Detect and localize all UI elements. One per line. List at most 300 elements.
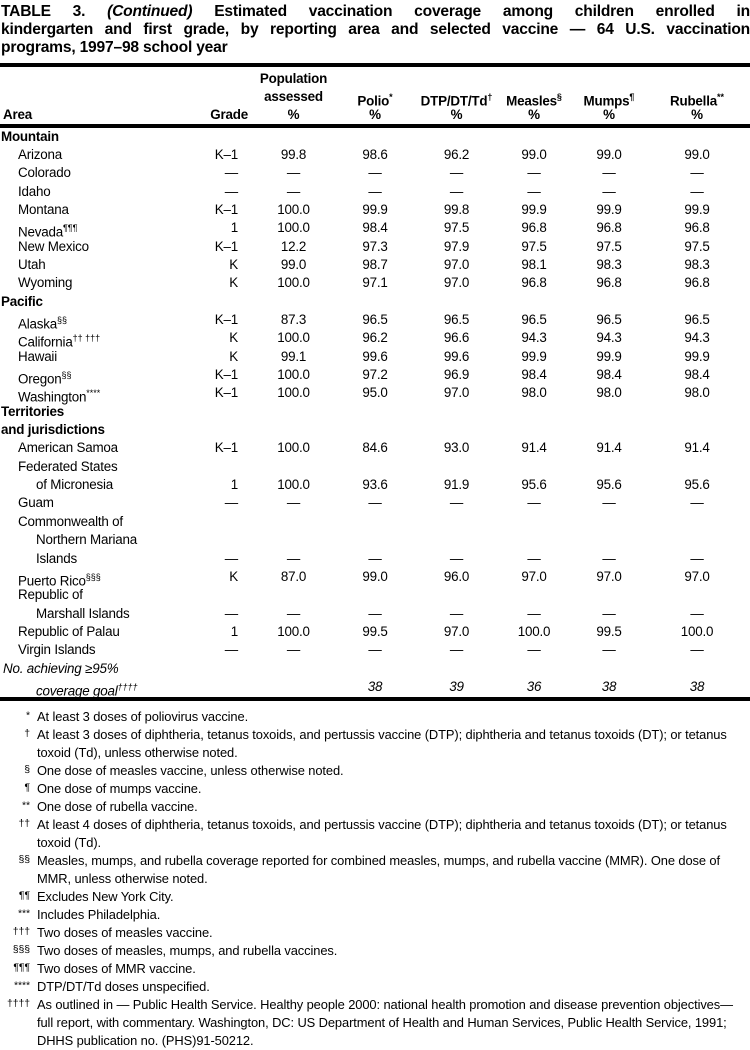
table-row — [0, 550, 750, 568]
footnote-row — [0, 888, 750, 906]
value-cell: — — [449, 495, 464, 511]
value-cell: 98.4 — [362, 220, 388, 236]
table-number: TABLE 3. — [1, 3, 86, 20]
grade-cell: K–1 — [214, 146, 238, 162]
area-label: Arizona — [18, 146, 63, 162]
footnote-text: Excludes New York City. — [37, 889, 174, 905]
value-cell: 98.6 — [362, 146, 388, 162]
value-cell: 96.0 — [443, 568, 470, 584]
table-row — [0, 366, 750, 387]
value-cell: 100.0 — [277, 623, 310, 639]
footnote-text: As outlined in — Public Health Service. Healthy people 2000: national health promotion and disease prevention objectives—full report, with commentary. Washington, DC: US Department of Health and Human Services, Public Health Service, 1991; DHHS publication no. (PHS)91-50212. — [37, 997, 733, 1049]
table-row — [0, 183, 750, 201]
area-cell — [0, 201, 200, 219]
value-cell: 99.0 — [684, 146, 710, 162]
value-cell: — — [286, 550, 301, 566]
value-cell: — — [527, 642, 541, 658]
value-cell: — — [602, 605, 616, 621]
value-cell: 39 — [449, 678, 464, 694]
area-label: Mountain — [1, 128, 59, 144]
table-title — [0, 0, 750, 58]
area-label: Pacific — [1, 293, 43, 309]
value-cell: 38 — [367, 678, 383, 694]
value-cell: — — [368, 642, 382, 658]
table-row — [0, 219, 750, 240]
percent-sign: % — [528, 106, 540, 122]
footnote-row — [0, 942, 750, 960]
value-cell: 97.0 — [596, 568, 622, 584]
grade-cell — [200, 678, 256, 701]
area-label: coverage goal — [36, 683, 118, 699]
area-label: Northern Mariana — [36, 532, 137, 548]
percent-sign: % — [603, 106, 615, 122]
footnote-marker: §§ — [61, 370, 72, 381]
area-label: Hawaii — [18, 348, 57, 364]
area-cell — [0, 293, 200, 311]
col-header-dtp: DTP/DT/Td† — [420, 91, 493, 109]
footnote-text: Measles, mumps, and rubella coverage reported for combined measles, mumps, and rubella vaccine (MMR). One dose of MMR, unless otherwise noted. — [37, 853, 720, 887]
value-cell: 99.9 — [362, 201, 388, 217]
area-label: American Samoa — [18, 440, 118, 456]
value-cell: 99.0 — [596, 146, 622, 162]
value-cell: 98.4 — [596, 367, 622, 383]
table-row — [0, 164, 750, 182]
value-cell: 94.3 — [684, 330, 710, 346]
area-label: No. achieving ≥95% — [3, 660, 119, 676]
footnote-row — [0, 906, 750, 924]
footnote-marker: §§§ — [12, 943, 30, 956]
footnote-row — [0, 996, 750, 1050]
col-header-population-2: assessed — [264, 88, 323, 104]
title-line-2: kindergarten and first grade, by reporting area and selected vaccine — 64 U.S. vaccination — [1, 21, 750, 39]
grade-cell: — — [224, 495, 238, 511]
grade-cell: K — [229, 275, 238, 291]
footnote-marker: **** — [14, 979, 30, 992]
area-cell — [0, 146, 200, 164]
footnote-text: At least 4 doses of diphtheria, tetanus toxoids, and pertussis vaccine (DTP); diphtheria and tetanus toxoids (DT); or tetanus toxoid (Td). — [37, 817, 727, 851]
value-cell: 98.4 — [521, 367, 547, 383]
footnote-marker: †† ††† — [72, 333, 101, 344]
footnote-marker: ¶ — [24, 781, 30, 794]
table-row — [0, 146, 750, 164]
value-cell: 97.2 — [362, 367, 388, 383]
value-cell: — — [690, 165, 704, 181]
value-cell: 100.0 — [277, 385, 310, 401]
value-cell: — — [527, 183, 541, 199]
value-cell: 97.5 — [521, 238, 547, 254]
value-cell: — — [690, 550, 704, 566]
col-header-polio: Polio* — [357, 91, 393, 109]
value-cell: 100.0 — [680, 623, 714, 639]
area-cell — [0, 531, 200, 549]
value-cell: 99.1 — [280, 348, 307, 364]
value-cell: 93.0 — [443, 440, 470, 456]
area-cell — [0, 128, 200, 146]
table-row — [0, 439, 750, 457]
value-cell: 98.4 — [684, 367, 710, 383]
grade-cell: K–1 — [214, 367, 238, 383]
col-header-population-1: Population — [259, 70, 328, 86]
value-cell: 99.0 — [280, 257, 307, 273]
table-row — [0, 476, 750, 494]
footnote-row — [0, 708, 750, 726]
table-body — [0, 128, 750, 697]
table-row — [0, 568, 750, 589]
value-cell: 98.7 — [362, 257, 388, 273]
section-row — [0, 293, 750, 311]
table-row — [0, 531, 750, 549]
footnote-text: One dose of rubella vaccine. — [37, 799, 198, 815]
value-cell: 98.3 — [684, 257, 710, 273]
footnote-row — [0, 762, 750, 780]
footnote-text: Two doses of MMR vaccine. — [37, 961, 196, 977]
value-cell: 94.3 — [596, 330, 622, 346]
area-cell — [0, 274, 200, 292]
value-cell: — — [602, 165, 616, 181]
grade-cell: K — [229, 348, 238, 364]
footnote-row — [0, 924, 750, 942]
footnote-text: Two doses of measles vaccine. — [37, 925, 213, 941]
value-cell: 97.1 — [362, 275, 388, 291]
grade-cell: — — [224, 642, 238, 658]
footnote-row — [0, 780, 750, 798]
value-cell: — — [602, 495, 616, 511]
value-cell: 99.8 — [280, 146, 307, 162]
footnote-marker: ¶¶¶ — [13, 961, 30, 974]
value-cell: 99.9 — [596, 201, 622, 217]
value-cell: 99.0 — [521, 146, 547, 162]
value-cell: 96.2 — [443, 146, 470, 162]
value-cell: 94.3 — [521, 330, 547, 346]
value-cell: 100.0 — [277, 330, 310, 346]
value-cell: 96.8 — [596, 220, 622, 236]
value-cell: 97.0 — [521, 568, 547, 584]
grade-cell: — — [224, 165, 238, 181]
footnote-marker: ¶¶ — [18, 889, 30, 902]
area-cell — [0, 476, 200, 494]
area-label: Washington — [18, 389, 87, 405]
percent-sign: % — [369, 106, 381, 122]
value-cell: 99.5 — [362, 623, 388, 639]
value-cell: 98.3 — [596, 257, 622, 273]
value-cell: — — [449, 165, 464, 181]
grade-cell: K — [229, 568, 238, 584]
value-cell: — — [527, 605, 541, 621]
value-cell: 100.0 — [277, 367, 310, 383]
table-row — [0, 660, 750, 678]
value-cell: 97.5 — [596, 238, 622, 254]
area-label: New Mexico — [18, 238, 89, 254]
value-cell: — — [602, 183, 616, 199]
footnote-marker: ¶ — [629, 91, 635, 102]
value-cell: 97.5 — [684, 238, 710, 254]
area-label: Republic of — [18, 587, 83, 603]
area-label: Idaho — [18, 183, 51, 199]
table-header — [0, 67, 750, 124]
area-cell — [0, 183, 200, 201]
value-cell: 97.3 — [362, 238, 388, 254]
value-cell: — — [368, 550, 382, 566]
footnote-marker: * — [389, 91, 393, 102]
footnotes — [0, 708, 750, 1050]
footnote-text: Includes Philadelphia. — [37, 907, 161, 923]
value-cell: 91.4 — [521, 440, 547, 456]
area-label: Colorado — [18, 165, 71, 181]
area-label: of Micronesia — [36, 477, 114, 493]
value-cell: 100.0 — [277, 275, 310, 291]
value-cell: — — [368, 165, 382, 181]
value-cell: 87.0 — [280, 568, 307, 584]
footnote-marker: * — [26, 709, 30, 722]
value-cell: — — [286, 183, 301, 199]
value-cell: 96.6 — [443, 330, 470, 346]
header-row-3 — [0, 106, 750, 124]
value-cell: 96.8 — [521, 275, 547, 291]
grade-cell: K–1 — [214, 238, 238, 254]
col-header-area: Area — [3, 106, 32, 122]
footnote-row — [0, 798, 750, 816]
area-label: Republic of Palau — [18, 623, 120, 639]
value-cell: — — [286, 642, 301, 658]
area-cell — [0, 164, 200, 182]
value-cell: 98.0 — [684, 385, 710, 401]
col-header-rubella: Rubella** — [670, 91, 724, 109]
value-cell: 100.0 — [277, 220, 310, 236]
area-cell — [0, 550, 200, 568]
area-cell — [0, 421, 200, 439]
value-cell: — — [286, 605, 301, 621]
value-cell: — — [449, 183, 464, 199]
area-cell — [0, 513, 200, 531]
footnote-marker: §§ — [57, 315, 68, 326]
value-cell: 98.1 — [521, 257, 547, 273]
footnote-marker: ** — [22, 799, 30, 812]
value-cell: 95.6 — [684, 477, 710, 493]
value-cell: 84.6 — [362, 440, 388, 456]
table-row — [0, 329, 750, 350]
footnote-marker: § — [556, 91, 562, 102]
area-label: Islands — [36, 550, 78, 566]
footnote-row — [0, 852, 750, 888]
footnote-row — [0, 726, 750, 762]
area-label: Utah — [18, 257, 46, 273]
area-label: Territories — [1, 403, 65, 419]
table-row — [0, 513, 750, 531]
footnote-marker: §§ — [18, 853, 30, 866]
value-cell: 99.0 — [362, 568, 388, 584]
footnote-text: At least 3 doses of diphtheria, tetanus toxoids, and pertussis vaccine (DTP); diphtheria and tetanus toxoids (DT); or tetanus toxoid (Td), unless otherwise noted. — [37, 727, 727, 761]
grade-cell: K–1 — [214, 201, 238, 217]
value-cell: — — [286, 495, 301, 511]
value-cell: 96.2 — [362, 330, 388, 346]
table-row — [0, 641, 750, 659]
value-cell: 100.0 — [277, 440, 310, 456]
grade-cell: 1 — [230, 477, 238, 493]
section-row — [0, 421, 750, 439]
value-cell: 36 — [526, 678, 542, 694]
area-label: Guam — [18, 495, 54, 511]
area-label: Oregon — [18, 371, 62, 387]
table-row — [0, 274, 750, 292]
value-cell: 99.9 — [521, 348, 547, 364]
value-cell: 99.9 — [684, 201, 710, 217]
value-cell: — — [286, 165, 301, 181]
area-cell — [0, 605, 200, 623]
grade-cell: K–1 — [214, 312, 238, 328]
value-cell: 96.8 — [596, 275, 622, 291]
value-cell: 97.9 — [443, 238, 470, 254]
value-cell: — — [368, 605, 382, 621]
table-row — [0, 348, 750, 366]
title-line-1 — [1, 3, 750, 21]
table-row — [0, 201, 750, 219]
value-cell: — — [527, 165, 541, 181]
header-row-1 — [0, 70, 750, 88]
area-cell — [0, 238, 200, 256]
value-cell: — — [449, 605, 464, 621]
area-label: California — [18, 334, 73, 350]
value-cell: 91.9 — [443, 477, 470, 493]
value-cell: 97.0 — [684, 568, 710, 584]
grade-cell: K–1 — [214, 385, 238, 401]
value-cell: — — [690, 183, 704, 199]
footnote-marker: †† — [18, 817, 30, 830]
area-cell — [0, 586, 200, 604]
value-cell: 96.5 — [362, 312, 388, 328]
footnote-text: Two doses of measles, mumps, and rubella vaccines. — [37, 943, 338, 959]
value-cell: 96.8 — [684, 220, 710, 236]
table-row — [0, 311, 750, 332]
value-cell: 99.6 — [362, 348, 388, 364]
value-cell: 96.5 — [684, 312, 710, 328]
area-label: Marshall Islands — [36, 605, 130, 621]
footnote-marker: †††† — [7, 997, 30, 1010]
area-label: Puerto Rico — [18, 573, 86, 589]
grade-cell: K–1 — [214, 440, 238, 456]
col-header-mumps: Mumps¶ — [583, 91, 635, 109]
value-cell: 38 — [689, 678, 705, 694]
footnote-marker: † — [487, 91, 493, 102]
value-cell: 12.2 — [280, 238, 307, 254]
table-row — [0, 238, 750, 256]
value-cell: — — [449, 550, 464, 566]
area-label: and jurisdictions — [1, 422, 105, 438]
section-row — [0, 128, 750, 146]
table-row — [0, 623, 750, 641]
value-cell: 97.0 — [443, 623, 470, 639]
value-cell: — — [602, 642, 616, 658]
value-cell: 100.0 — [277, 201, 310, 217]
value-cell: 97.0 — [443, 275, 470, 291]
footnote-text: One dose of measles vaccine, unless otherwise noted. — [37, 763, 344, 779]
continued-label: (Continued) — [107, 3, 193, 20]
grade-cell: K — [229, 330, 238, 346]
area-label: Virgin Islands — [18, 642, 96, 658]
value-cell: — — [690, 605, 704, 621]
grade-cell: 1 — [230, 220, 238, 236]
footnote-marker: ** — [716, 91, 724, 102]
footnote-row — [0, 960, 750, 978]
value-cell: 96.5 — [443, 312, 470, 328]
footnote-marker: **** — [86, 388, 101, 399]
area-cell — [0, 439, 200, 457]
value-cell — [256, 678, 331, 701]
footnote-marker: §§§ — [85, 571, 101, 582]
value-cell: 96.9 — [443, 367, 470, 383]
table-row — [0, 605, 750, 623]
grade-cell: — — [224, 183, 238, 199]
footnote-row — [0, 816, 750, 852]
table-row — [0, 494, 750, 512]
value-cell: 98.0 — [596, 385, 622, 401]
value-cell: 99.8 — [443, 201, 470, 217]
area-cell — [0, 458, 200, 476]
footnote-text: DTP/DT/Td doses unspecified. — [37, 979, 210, 995]
col-header-grade: Grade — [210, 106, 248, 122]
percent-sign: % — [450, 106, 463, 122]
title-text: Estimated vaccination coverage among children enrolled in — [214, 3, 750, 20]
value-cell: — — [690, 642, 704, 658]
value-cell: 100.0 — [517, 623, 551, 639]
area-label: Alaska — [18, 316, 57, 332]
value-cell: 98.0 — [521, 385, 547, 401]
grade-cell: — — [224, 605, 238, 621]
value-cell: 95.6 — [596, 477, 622, 493]
table-row — [0, 678, 750, 699]
value-cell: 99.9 — [521, 201, 547, 217]
value-cell: 99.6 — [443, 348, 470, 364]
value-cell: 99.9 — [684, 348, 710, 364]
footnote-marker: †††† — [117, 681, 138, 692]
footnote-text: One dose of mumps vaccine. — [37, 781, 202, 797]
area-cell — [0, 641, 200, 659]
value-cell: 97.5 — [443, 220, 470, 236]
footnote-row — [0, 978, 750, 996]
area-label: Federated States — [18, 458, 118, 474]
value-cell: — — [527, 495, 541, 511]
title-line-3: programs, 1997–98 school year — [1, 39, 228, 57]
area-cell — [0, 348, 200, 366]
footnote-marker: ¶¶¶ — [62, 223, 78, 234]
area-cell — [0, 403, 200, 421]
value-cell: 99.9 — [596, 348, 622, 364]
grade-cell: 1 — [230, 623, 238, 639]
area-label: Commonwealth of — [18, 513, 123, 529]
value-cell: 93.6 — [362, 477, 388, 493]
value-cell: — — [690, 495, 704, 511]
percent-sign: % — [287, 106, 300, 122]
value-cell: 38 — [601, 678, 617, 694]
value-cell: — — [602, 550, 616, 566]
footnote-marker: § — [24, 763, 30, 776]
value-cell: 96.8 — [521, 220, 547, 236]
value-cell: — — [527, 550, 541, 566]
area-cell — [0, 494, 200, 512]
value-cell: 91.4 — [684, 440, 710, 456]
value-cell: 91.4 — [596, 440, 622, 456]
grade-cell: — — [224, 550, 238, 566]
value-cell: 95.0 — [362, 385, 388, 401]
value-cell: 97.0 — [443, 385, 470, 401]
area-label: Wyoming — [18, 275, 73, 291]
area-cell — [0, 256, 200, 274]
grade-cell: K — [229, 257, 238, 273]
value-cell: 99.5 — [596, 623, 622, 639]
area-cell — [0, 660, 200, 678]
area-cell — [0, 678, 200, 701]
percent-sign: % — [691, 106, 703, 122]
value-cell: 95.6 — [521, 477, 547, 493]
